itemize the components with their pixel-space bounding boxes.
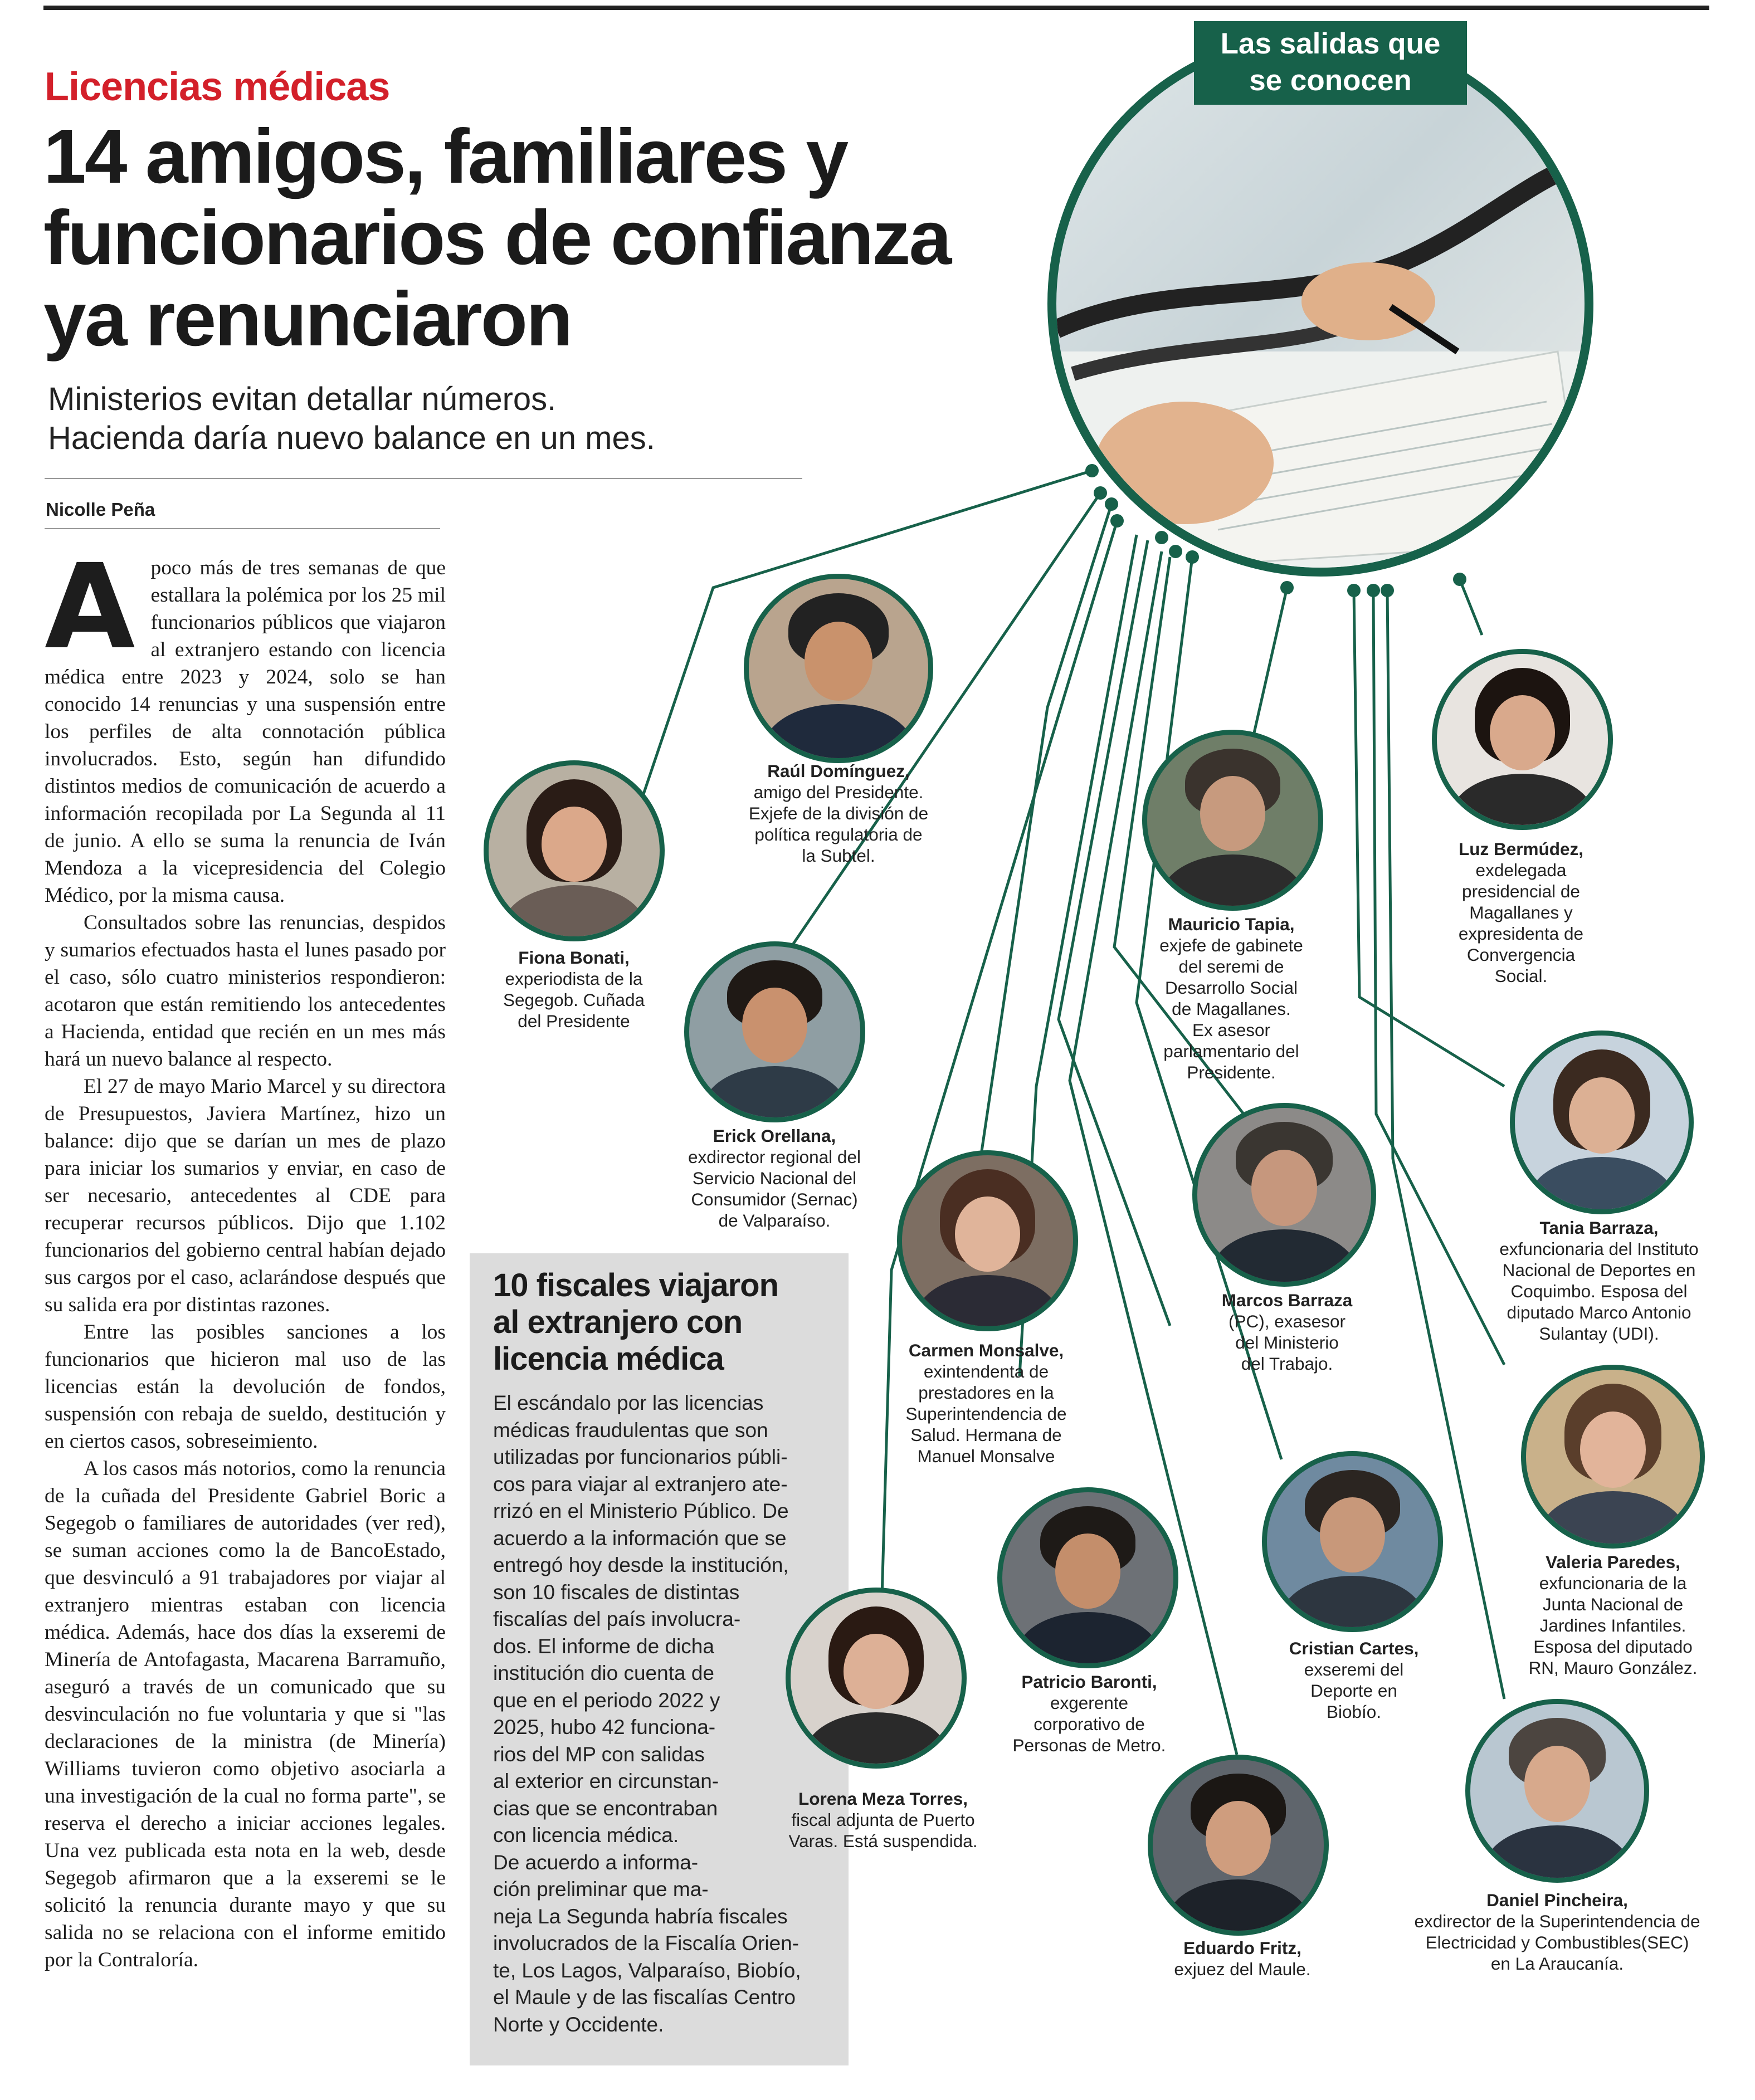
- sidebar-title-line: licencia médica: [493, 1341, 724, 1377]
- person-name: Eduardo Fritz,: [1183, 1938, 1301, 1958]
- person-desc: presidencial de: [1462, 881, 1580, 901]
- person-desc: Superintendencia de: [905, 1404, 1067, 1424]
- person-desc: prestadores en la: [918, 1383, 1054, 1403]
- connector-dot: [1169, 545, 1182, 558]
- person-desc: (PC), exasesor: [1228, 1311, 1346, 1331]
- caption-tania-barraza: [1460, 1217, 1738, 1344]
- sidebar-line: médicas fraudulentas que son: [493, 1418, 768, 1442]
- article-paragraph: El 27 de mayo Mario Marcel y su directora de Presupuestos, Javiera Martínez, hizo un balance: dijo que se darían un mes de plazo para iniciar los sumarios y enviar, en caso de ser necesario, antecedentes al CDE para recuperar recursos públicos. Dijo que 1.102 funcionarios del gobierno central habían dejado sus cargos por el caso, aclarándose después que su salida era por distintas razones.: [45, 1075, 446, 1316]
- person-desc: exdelegada: [1475, 860, 1567, 880]
- stethoscope-illustration: [1056, 40, 1585, 568]
- caption-lorena-meza-torres: [774, 1788, 992, 1852]
- portrait-eduardo-fritz: [1148, 1755, 1329, 1936]
- person-desc: del seremi de: [1178, 956, 1284, 976]
- person-desc: Nacional de Deportes en: [1502, 1260, 1696, 1280]
- person-desc: exintendenta de: [923, 1361, 1049, 1381]
- connector-line: [1254, 588, 1287, 735]
- portrait-tania-barraza: [1510, 1031, 1694, 1214]
- person-name: Lorena Meza Torres,: [798, 1789, 968, 1809]
- portrait-marcos-barraza: [1192, 1103, 1376, 1287]
- banner-line: se conocen: [1249, 64, 1412, 97]
- person-desc: parlamentario del: [1163, 1041, 1299, 1061]
- connector-dot: [1155, 531, 1168, 544]
- caption-eduardo-fritz: [1148, 1937, 1337, 1980]
- portrait-daniel-pincheira: [1465, 1699, 1649, 1883]
- caption-luz-bermudez: [1410, 838, 1632, 986]
- sidebar-line: El escándalo por las licencias: [493, 1391, 764, 1414]
- sidebar-line: te, Los Lagos, Valparaíso, Biobío,: [493, 1959, 801, 1982]
- person-desc: amigo del Presidente.: [753, 782, 924, 802]
- connector-dot: [1085, 464, 1099, 477]
- person-desc: Magallanes y: [1469, 902, 1573, 922]
- connector-dot: [1094, 486, 1107, 500]
- person-desc: Sulantay (UDI).: [1539, 1324, 1659, 1344]
- sidebar-line: fiscalías del país involucra-: [493, 1608, 741, 1630]
- sidebar-line: al exterior en circunstan-: [493, 1770, 719, 1793]
- sidebar-line: utilizadas por funcionarios públi-: [493, 1445, 788, 1468]
- sidebar-text: [493, 1390, 838, 2038]
- headline-line: 14 amigos, familiares y: [43, 114, 847, 199]
- person-desc: Convergencia: [1466, 945, 1576, 965]
- person-desc: Esposa del diputado: [1533, 1637, 1693, 1657]
- person-desc: de Magallanes.: [1172, 999, 1291, 1019]
- connector-dot: [1381, 584, 1394, 597]
- byline: Nicolle Peña: [46, 499, 155, 520]
- portrait-patricio-baronti: [997, 1487, 1178, 1668]
- person-name: Mauricio Tapia,: [1168, 914, 1295, 934]
- person-desc: Salud. Hermana de: [910, 1425, 1062, 1445]
- sidebar-line: cos para viajar al extranjero ate-: [493, 1472, 788, 1496]
- sidebar-line: entregó hoy desde la institución,: [493, 1554, 789, 1576]
- person-desc: de Valparaíso.: [718, 1210, 831, 1230]
- person-desc: Personas de Metro.: [1012, 1735, 1166, 1755]
- portrait-carmen-monsalve: [897, 1150, 1078, 1331]
- sidebar-line: rios del MP con salidas: [493, 1742, 705, 1766]
- sidebar-line: institución dio cuenta de: [493, 1662, 714, 1684]
- caption-erick-orellana: [641, 1125, 908, 1231]
- person-desc: exgerente: [1050, 1693, 1129, 1713]
- caption-raul-dominguez: [702, 760, 975, 866]
- person-desc: Servicio Nacional del: [692, 1168, 857, 1188]
- person-name: Valeria Paredes,: [1546, 1552, 1680, 1572]
- person-desc: Deporte en: [1310, 1681, 1397, 1701]
- sidebar-line: acuerdo a la información que se: [493, 1526, 787, 1550]
- portrait-raul-dominguez: [744, 574, 933, 763]
- sidebar-title-line: al extranjero con: [493, 1304, 743, 1340]
- sidebar-line: neja La Segunda habría fiscales: [493, 1904, 788, 1928]
- article-paragraph: Entre las posibles sanciones a los funcionarios que hicieron mal uso de las licencias están la devolución de fondos, suspensión con rebaja de sueldo, destitución y en ciertos casos, sobreseimiento.: [45, 1321, 446, 1453]
- person-desc: exdirector de la Superintendencia de: [1414, 1911, 1700, 1931]
- portrait-valeria-paredes: [1521, 1365, 1705, 1549]
- person-desc: Biobío.: [1326, 1702, 1382, 1722]
- connector-line: [1460, 579, 1482, 635]
- person-desc: del Ministerio: [1235, 1332, 1339, 1352]
- person-name: Raúl Domínguez,: [767, 761, 910, 781]
- caption-daniel-pincheira: [1387, 1889, 1727, 1974]
- person-name: Cristian Cartes,: [1289, 1638, 1419, 1658]
- person-desc: del Presidente: [518, 1011, 630, 1031]
- person-desc: corporativo de: [1034, 1714, 1145, 1734]
- person-name: Tania Barraza,: [1539, 1218, 1659, 1238]
- person-desc: Social.: [1494, 966, 1548, 986]
- person-desc: Exjefe de la división de: [748, 803, 929, 823]
- section-kicker: Licencias médicas: [45, 65, 390, 109]
- sidebar-line: ción preliminar que ma-: [493, 1878, 709, 1901]
- sidebar-line: que en el periodo 2022 y: [493, 1688, 720, 1712]
- person-name: Patricio Baronti,: [1021, 1672, 1157, 1692]
- caption-fiona-bonati: [468, 947, 680, 1032]
- sidebar-title-line: 10 fiscales viajaron: [493, 1267, 778, 1303]
- portrait-mauricio-tapia: [1142, 730, 1323, 911]
- person-desc: en La Araucanía.: [1490, 1954, 1624, 1974]
- person-desc: Varas. Está suspendida.: [788, 1831, 978, 1851]
- caption-marcos-barraza: [1181, 1290, 1393, 1374]
- person-name: Marcos Barraza: [1221, 1290, 1353, 1310]
- sidebar-line: Norte y Occidente.: [493, 2013, 664, 2036]
- caption-valeria-paredes: [1493, 1551, 1733, 1678]
- person-desc: expresidenta de: [1458, 924, 1584, 944]
- person-desc: Junta Nacional de: [1542, 1594, 1684, 1614]
- person-desc: exfuncionaria de la: [1539, 1573, 1687, 1593]
- person-desc: exdirector regional del: [688, 1147, 861, 1167]
- person-desc: fiscal adjunta de Puerto: [791, 1810, 975, 1830]
- person-name: Luz Bermúdez,: [1458, 839, 1584, 859]
- caption-mauricio-tapia: [1109, 914, 1354, 1083]
- main-photo-stethoscope: [1047, 31, 1593, 577]
- sidebar-title: [493, 1267, 838, 1378]
- person-desc: política regulatoria de: [754, 824, 923, 844]
- sidebar-line: son 10 fiscales de distintas: [493, 1580, 740, 1604]
- person-desc: Segegob. Cuñada: [503, 990, 645, 1010]
- sidebar-line: De acuerdo a informa-: [493, 1850, 699, 1874]
- person-desc: exjefe de gabinete: [1159, 935, 1303, 955]
- graphic-banner: [1194, 21, 1467, 105]
- person-desc: exjuez del Maule.: [1174, 1959, 1311, 1979]
- person-desc: Electricidad y Combustibles(SEC): [1425, 1932, 1689, 1952]
- article-paragraph: A los casos más notorios, como la renuncia de la cuñada del Presidente Gabriel Boric a Segegob o familiares de autoridades (ver red), se suman acciones como la de BancoEstado, que desvinculó a 91 trabajadores por viajar al extranjero mientras estaban con licencia médica. Además, hace dos días la exseremi de Minería de Antofagasta, Macarena Barramuño, aseguró a través de un comunicado que su desvinculación no fue voluntaria y que si "las declaraciones de la ministra (de Minería) Williams tuvieron como objetivo asociarla a una investigación de la cual no forma parte", se reserva el derecho a iniciar acciones legales. Una vez publicada esta nota en la web, desde Segegob afirmaron que a la exseremi se le solicitó la renuncia durante mayo y que su salida no se relaciona con el informe emitido por la Contraloría.: [45, 1457, 446, 1971]
- paragraph-text: poco más de tres semanas de que estallara la polémica por los 25 mil funcionarios públicos que viajaron al extranjero estando con licencia médica entre 2023 y 2024, solo se han conocido 14 renuncias y una suspensión entre los perfiles de alta connotación pública involucrados. Esto, según han difundido distintos medios de comunicación de acuerdo a información recopilada por La Segunda al 11 de junio. A ello se suma la renuncia de Iván Mendoza a la vicepresidencia del Colegio Médico, por la misma causa.: [45, 556, 446, 907]
- caption-patricio-baronti: [981, 1671, 1198, 1756]
- person-desc: del Trabajo.: [1241, 1354, 1333, 1374]
- dek-line: Ministerios evitan detallar números.: [48, 381, 557, 417]
- person-desc: diputado Marco Antonio: [1507, 1302, 1691, 1322]
- sidebar-line: dos. El informe de dicha: [493, 1634, 714, 1658]
- sidebar-line: 2025, hubo 42 funciona-: [493, 1716, 716, 1738]
- sidebar-line: con licencia médica.: [493, 1824, 679, 1847]
- connector-dot: [1453, 573, 1466, 586]
- person-desc: Presidente.: [1187, 1062, 1276, 1082]
- headline-line: funcionarios de confianza: [43, 195, 950, 281]
- person-name: Daniel Pincheira,: [1486, 1890, 1628, 1910]
- caption-cristian-cartes: [1248, 1638, 1460, 1722]
- person-desc: Manuel Monsalve: [917, 1446, 1055, 1466]
- article-paragraph: Consultados sobre las renuncias, despidos y sumarios efectuados hasta el lunes pasado por el caso, sólo cuatro ministerios respondieron: acotaron que están remitiendo los antecedentes a Hacienda, entidad que recién en un mes más hará un nuevo balance al respecto.: [45, 911, 446, 1071]
- person-desc: Jardines Infantiles.: [1539, 1615, 1686, 1635]
- headline-line: ya renunciaron: [43, 276, 572, 362]
- person-desc: Coquimbo. Esposa del: [1510, 1281, 1688, 1301]
- connector-dot: [1105, 497, 1118, 511]
- portrait-erick-orellana: [684, 941, 865, 1122]
- person-desc: Consumidor (Sernac): [691, 1189, 858, 1209]
- connector-dot: [1186, 550, 1199, 564]
- person-name: Carmen Monsalve,: [908, 1340, 1064, 1360]
- connector-dot: [1110, 514, 1124, 528]
- person-desc: Ex asesor: [1192, 1020, 1271, 1040]
- connector-dot: [1347, 584, 1361, 597]
- person-desc: la Subtel.: [802, 846, 875, 866]
- person-desc: Desarrollo Social: [1164, 978, 1298, 998]
- sidebar-line: involucrados de la Fiscalía Orien-: [493, 1932, 800, 1955]
- connector-dot: [1367, 584, 1380, 597]
- person-name: Erick Orellana,: [713, 1126, 836, 1146]
- sidebar-line: el Maule y de las fiscalías Centro: [493, 1986, 796, 2009]
- dek-line: Hacienda daría nuevo balance en un mes.: [48, 420, 655, 456]
- drop-cap: A: [45, 539, 135, 675]
- connector-dot: [1280, 581, 1294, 594]
- portrait-lorena-meza-torres: [786, 1588, 967, 1769]
- person-desc: exfuncionaria del Instituto: [1499, 1239, 1699, 1259]
- sidebar-line: cias que se encontraban: [493, 1796, 718, 1820]
- sidebar-line: rrizó en el Ministerio Público. De: [493, 1500, 789, 1522]
- person-desc: RN, Mauro González.: [1528, 1658, 1698, 1678]
- caption-carmen-monsalve: [858, 1340, 1114, 1467]
- person-desc: exseremi del: [1304, 1659, 1404, 1679]
- portrait-fiona-bonati: [484, 760, 665, 941]
- portrait-cristian-cartes: [1262, 1451, 1443, 1632]
- person-desc: experiodista de la: [505, 969, 643, 989]
- portrait-luz-bermudez: [1432, 649, 1613, 830]
- person-name: Fiona Bonati,: [518, 948, 630, 968]
- banner-line: Las salidas que: [1220, 27, 1441, 60]
